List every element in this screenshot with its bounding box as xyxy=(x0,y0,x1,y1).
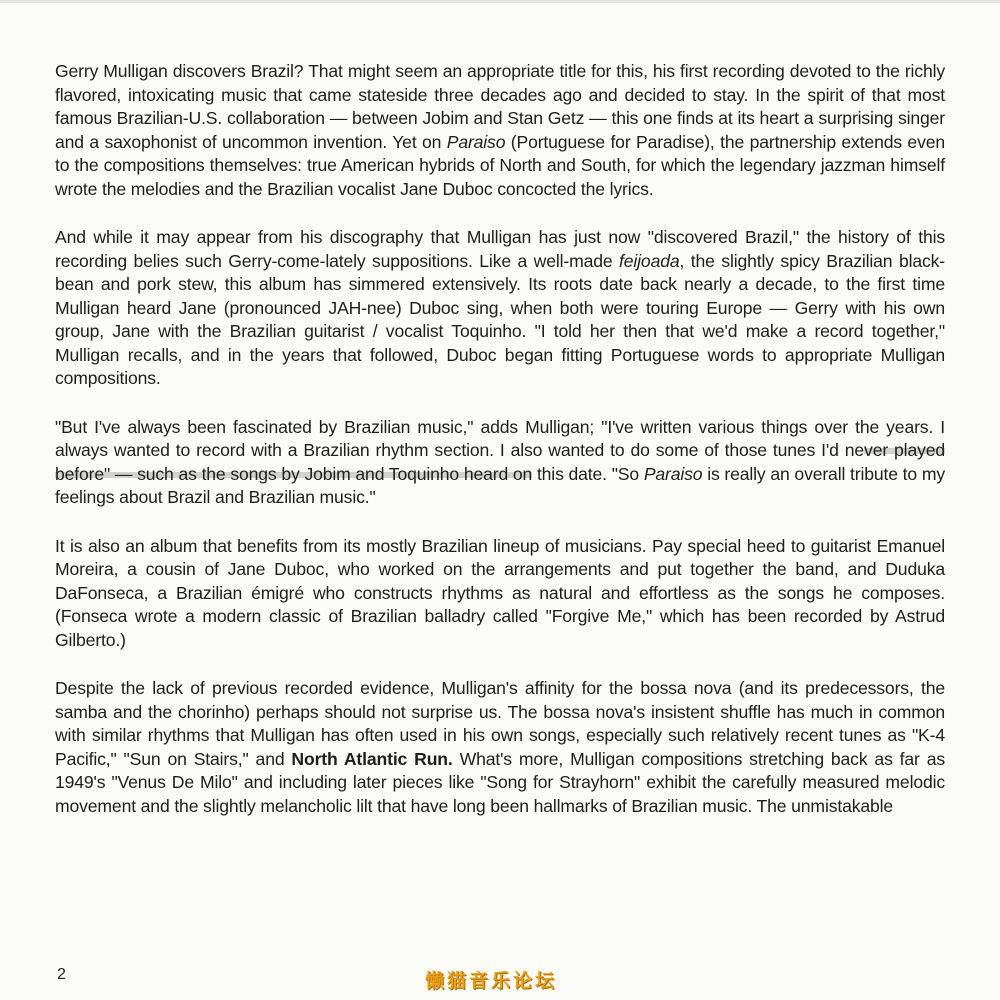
text-run: And while it may appear from his discography that Mulligan has just now "discovered Brazil," the history of this recording belies such Gerry-come-lately suppositions. Like a well-made xyxy=(55,227,945,271)
paragraph-3 xyxy=(55,416,945,510)
italic-title: Paraiso xyxy=(446,131,506,152)
text-run: Despite the lack of previous recorded evidence, Mulligan's affinity for the bossa nova (and its predecessors, the samba and the chorinho) perhaps should not surprise us. The bossa nova's insistent shuffle has much in common with similar rhythms that Mulligan has often used in his own songs, especially such relatively recent tunes as "K-4 Pacific," "Sun on Stairs," and xyxy=(55,678,945,769)
text-run: Gerry Mulligan discovers Brazil? That might seem an appropriate title for this, his first recording devoted to the richly flavored, intoxicating music that came stateside three decades ago and decided to stay. In the spirit of that most famous Brazilian-U.S. collaboration — between Jobim and Stan Getz — this one finds at its heart a surprising singer and a saxophonist of uncommon invention. Yet on xyxy=(55,61,945,152)
paragraph-4 xyxy=(55,535,945,653)
text-run: "But I've always been fascinated by Brazilian music," adds Mulligan; "I've written various things over the years. I always wanted to record with a Brazilian rhythm section. I also wanted to do some of those tunes I'd ne xyxy=(55,416,945,460)
highlighted-passage: ver played before" — such as the songs by Jobim and Toquinho heard on xyxy=(55,440,945,484)
italic-title: Paraiso xyxy=(643,463,703,484)
text-run: What's more, Mulligan compositions stretching back as far as 1949's "Venus De Milo" and including later pieces like "Song for Strayhorn" exhibit the carefully measured melodic movement and the slightly melancholic lilt that have long been hallmarks of Brazilian music. The unmistakable xyxy=(55,748,945,816)
top-rule xyxy=(0,0,1000,3)
watermark-logo: 懒猫音乐论坛 xyxy=(425,970,558,992)
page-body xyxy=(55,60,945,843)
text-run: It is also an album that benefits from its mostly Brazilian lineup of musicians. Pay special heed to guitarist Emanuel Moreira, a cousin of Jane Duboc, who worked on the arrangements and put together the band, and Duduka DaFonseca, a Brazilian émigré who constructs rhythms as natural and effortless as the songs he composes. (Fonseca wrote a modern classic of Brazilian balladry called "Forgive Me," which has been recorded by Astrud Gilberto.) xyxy=(55,535,945,650)
text-run: this date. "So xyxy=(532,463,644,484)
text-run: , the slightly spicy Brazilian black-bean and pork stew, this album has simmered extensively. Its roots date back nearly a decade, to the first time Mulligan heard Jane (pronounced JAH-nee) Duboc sing, when both were touring Europe — Gerry with his own group, Jane with the Brazilian guitarist / vocalist Toquinho. "I told her then that we'd make a record together," Mulligan recalls, and in the years that followed, Duboc began fitting Portuguese words to appropriate Mulligan compositions. xyxy=(55,250,945,388)
paragraph-1 xyxy=(55,60,945,201)
paragraph-2 xyxy=(55,226,945,391)
page-number: 2 xyxy=(57,966,66,983)
paragraph-5 xyxy=(55,677,945,818)
bold-song-title: North Atlantic Run. xyxy=(291,748,453,769)
text-run: (Portuguese for Paradise), the partnership extends even to the compositions themselves: true American hybrids of North and South, for which the legendary jazzman himself wrote the melodies and the Brazilian vocalist Jane Duboc concocted the lyrics. xyxy=(55,131,945,199)
text-run: is really an overall tribute to my feelings about Brazil and Brazilian music." xyxy=(55,463,945,507)
italic-title: feijoada xyxy=(619,250,680,271)
